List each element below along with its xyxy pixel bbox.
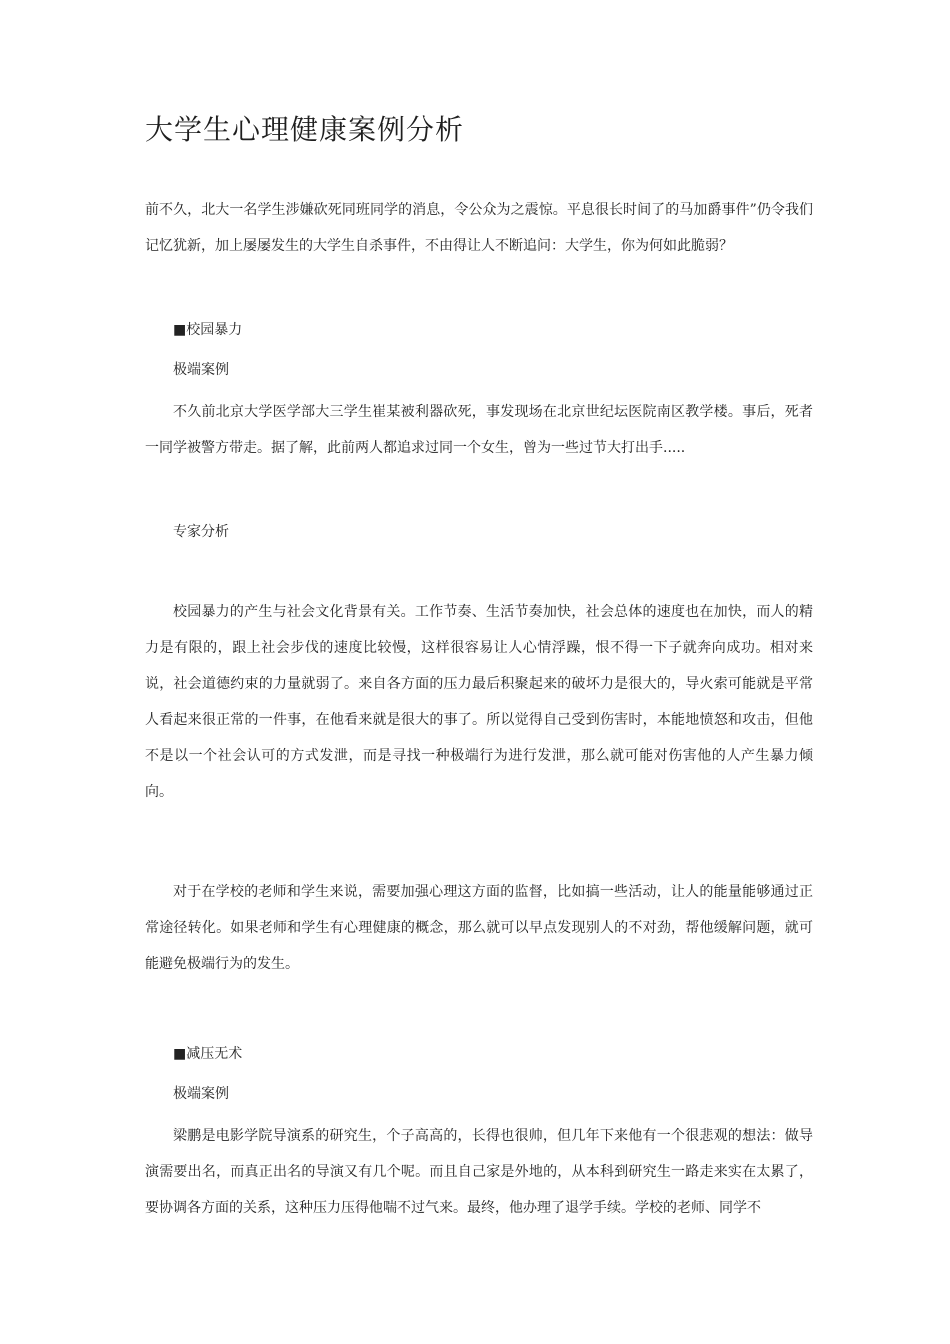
case-label-1: 极端案例 <box>173 362 229 378</box>
intro-paragraph: 前不久，北大一名学生涉嫌砍死同班同学的消息，令公众为之震惊。平息很长时间了的马加爵事件”仍令我们记忆犹新，加上屡屡发生的大学生自杀事件，不由得让人不断追问：大学生，你为何如此脆弱？ <box>145 202 813 254</box>
expert-paragraph-1: 校园暴力的产生与社会文化背景有关。工作节奏、生活节奏加快，社会总体的速度也在加快，而人的精力是有限的，跟上社会步伐的速度比较慢，这样很容易让人心情浮躁，恨不得一下子就奔向成功。相对来说，社会道德约束的力量就弱了。来自各方面的压力最后积聚起来的破坏力是很大的，导火索可能就是平常人看起来很正常的一件事，在他看来就是很大的事了。所以觉得自己受到伤害时，本能地愤怒和攻击，但他不是以一个社会认可的方式发泄，而是寻找一种极端行为进行发泄，那么就可能对伤害他的人产生暴力倾向。 <box>145 604 813 800</box>
case-paragraph-1: 不久前北京大学医学部大三学生崔某被利器砍死，事发现场在北京世纪坛医院南区教学楼。事后，死者一同学被警方带走。据了解，此前两人都追求过同一个女生，曾为一些过节大打出手..... <box>145 404 813 456</box>
expert-paragraph-2: 对于在学校的老师和学生来说，需要加强心理这方面的监督，比如搞一些活动，让人的能量能够通过正常途径转化。如果老师和学生有心理健康的概念，那么就可以早点发现别人的不对劲，帮他缓解问题，就可能避免极端行为的发生。 <box>145 884 813 972</box>
case-label-2: 极端案例 <box>173 1086 229 1102</box>
case-paragraph-2: 梁鹏是电影学院导演系的研究生，个子高高的，长得也很帅，但几年下来他有一个很悲观的想法：做导演需要出名，而真正出名的导演又有几个呢。而且自己家是外地的，从本科到研究生一路走来实在太累了，要协调各方面的关系，这种压力压得他喘不过气来。最终，他办理了退学手续。学校的老师、同学不 <box>145 1128 813 1216</box>
section-heading-campus-violence: ■校园暴力 <box>173 322 243 338</box>
page-title: 大学生心理健康案例分析 <box>145 113 465 146</box>
expert-analysis-label: 专家分析 <box>173 524 229 540</box>
section-heading-stress: ■减压无术 <box>173 1046 243 1062</box>
